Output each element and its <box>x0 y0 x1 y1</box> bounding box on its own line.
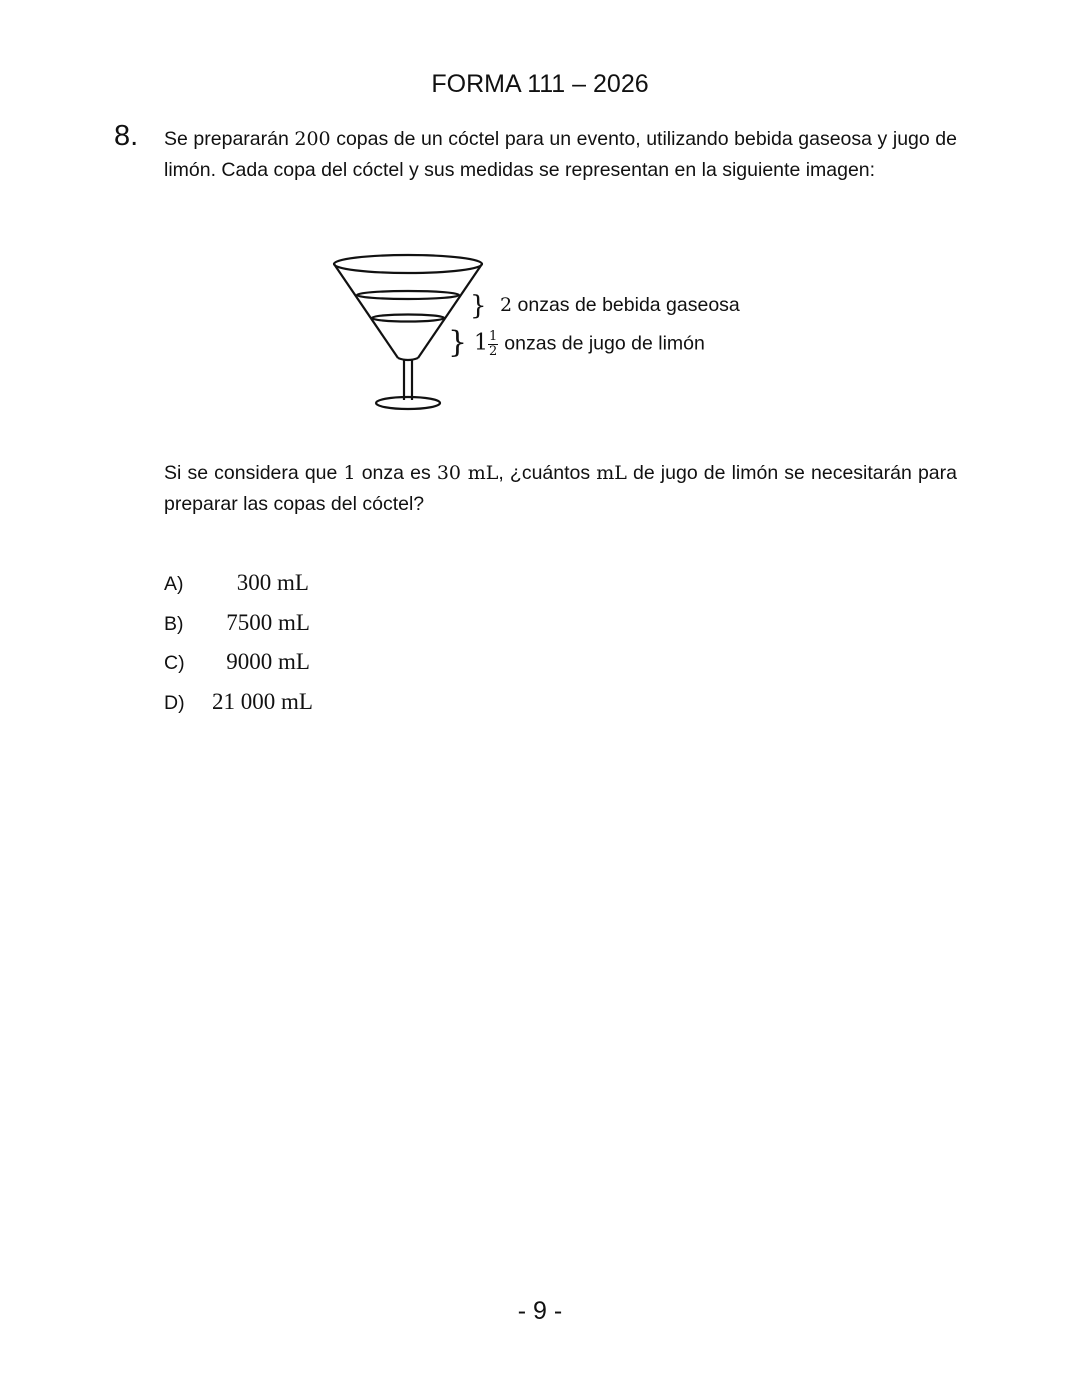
cocktail-glass-icon <box>330 250 490 420</box>
option-value: 300 mL <box>236 570 309 595</box>
option-letter: A) <box>164 573 184 595</box>
option-value: 9000 mL <box>226 649 310 674</box>
intro-count: 200 <box>294 128 331 150</box>
prompt-text: Si se considera que <box>164 462 344 484</box>
lemon-text: onzas de jugo de limón <box>504 332 705 355</box>
lemon-whole: 1 <box>474 330 488 356</box>
prompt-text: , ¿cuántos <box>498 462 597 484</box>
lemon-fraction <box>488 330 498 359</box>
question-prompt <box>164 458 957 520</box>
option-d[interactable] <box>164 689 313 729</box>
intro-text: Se prepararán <box>164 128 295 150</box>
prompt-math: 30 mL <box>436 462 499 484</box>
svg-text:}: } <box>470 291 487 321</box>
lemon-label <box>474 330 705 359</box>
page-header: FORMA 111 – 2026 <box>431 70 649 98</box>
option-value: 21 000 mL <box>212 688 313 714</box>
option-b[interactable] <box>164 610 313 650</box>
option-c[interactable] <box>164 649 313 689</box>
option-a[interactable] <box>164 570 313 610</box>
option-letter: D) <box>164 691 185 714</box>
question-number: 8. <box>114 120 139 152</box>
intro-text: copas de un cóctel para un evento, utilizando bebida gaseosa y jugo de limón. Cada copa del cóctel y sus medidas se representan en la siguiente imagen: <box>164 128 957 181</box>
prompt-text: de jugo de limón se necesitarán para preparar las copas del cóctel? <box>164 462 957 515</box>
option-value: 7500 mL <box>226 609 310 635</box>
option-letter: C) <box>164 652 185 674</box>
soda-amount: 2 <box>500 294 513 316</box>
page-number: - 9 - <box>517 1297 563 1325</box>
fraction-numerator: 1 <box>489 329 498 344</box>
soda-label <box>500 294 740 317</box>
svg-text:}: } <box>448 325 468 360</box>
prompt-text: onza es <box>355 462 437 484</box>
answer-options <box>164 570 313 728</box>
fraction-denominator: 2 <box>489 344 498 359</box>
prompt-math: 1 <box>343 462 356 484</box>
option-letter: B) <box>164 612 184 635</box>
soda-text: onzas de bebida gaseosa <box>512 294 740 316</box>
question-intro <box>164 124 957 186</box>
cocktail-glass-figure <box>330 250 790 420</box>
prompt-math: mL <box>596 462 627 484</box>
